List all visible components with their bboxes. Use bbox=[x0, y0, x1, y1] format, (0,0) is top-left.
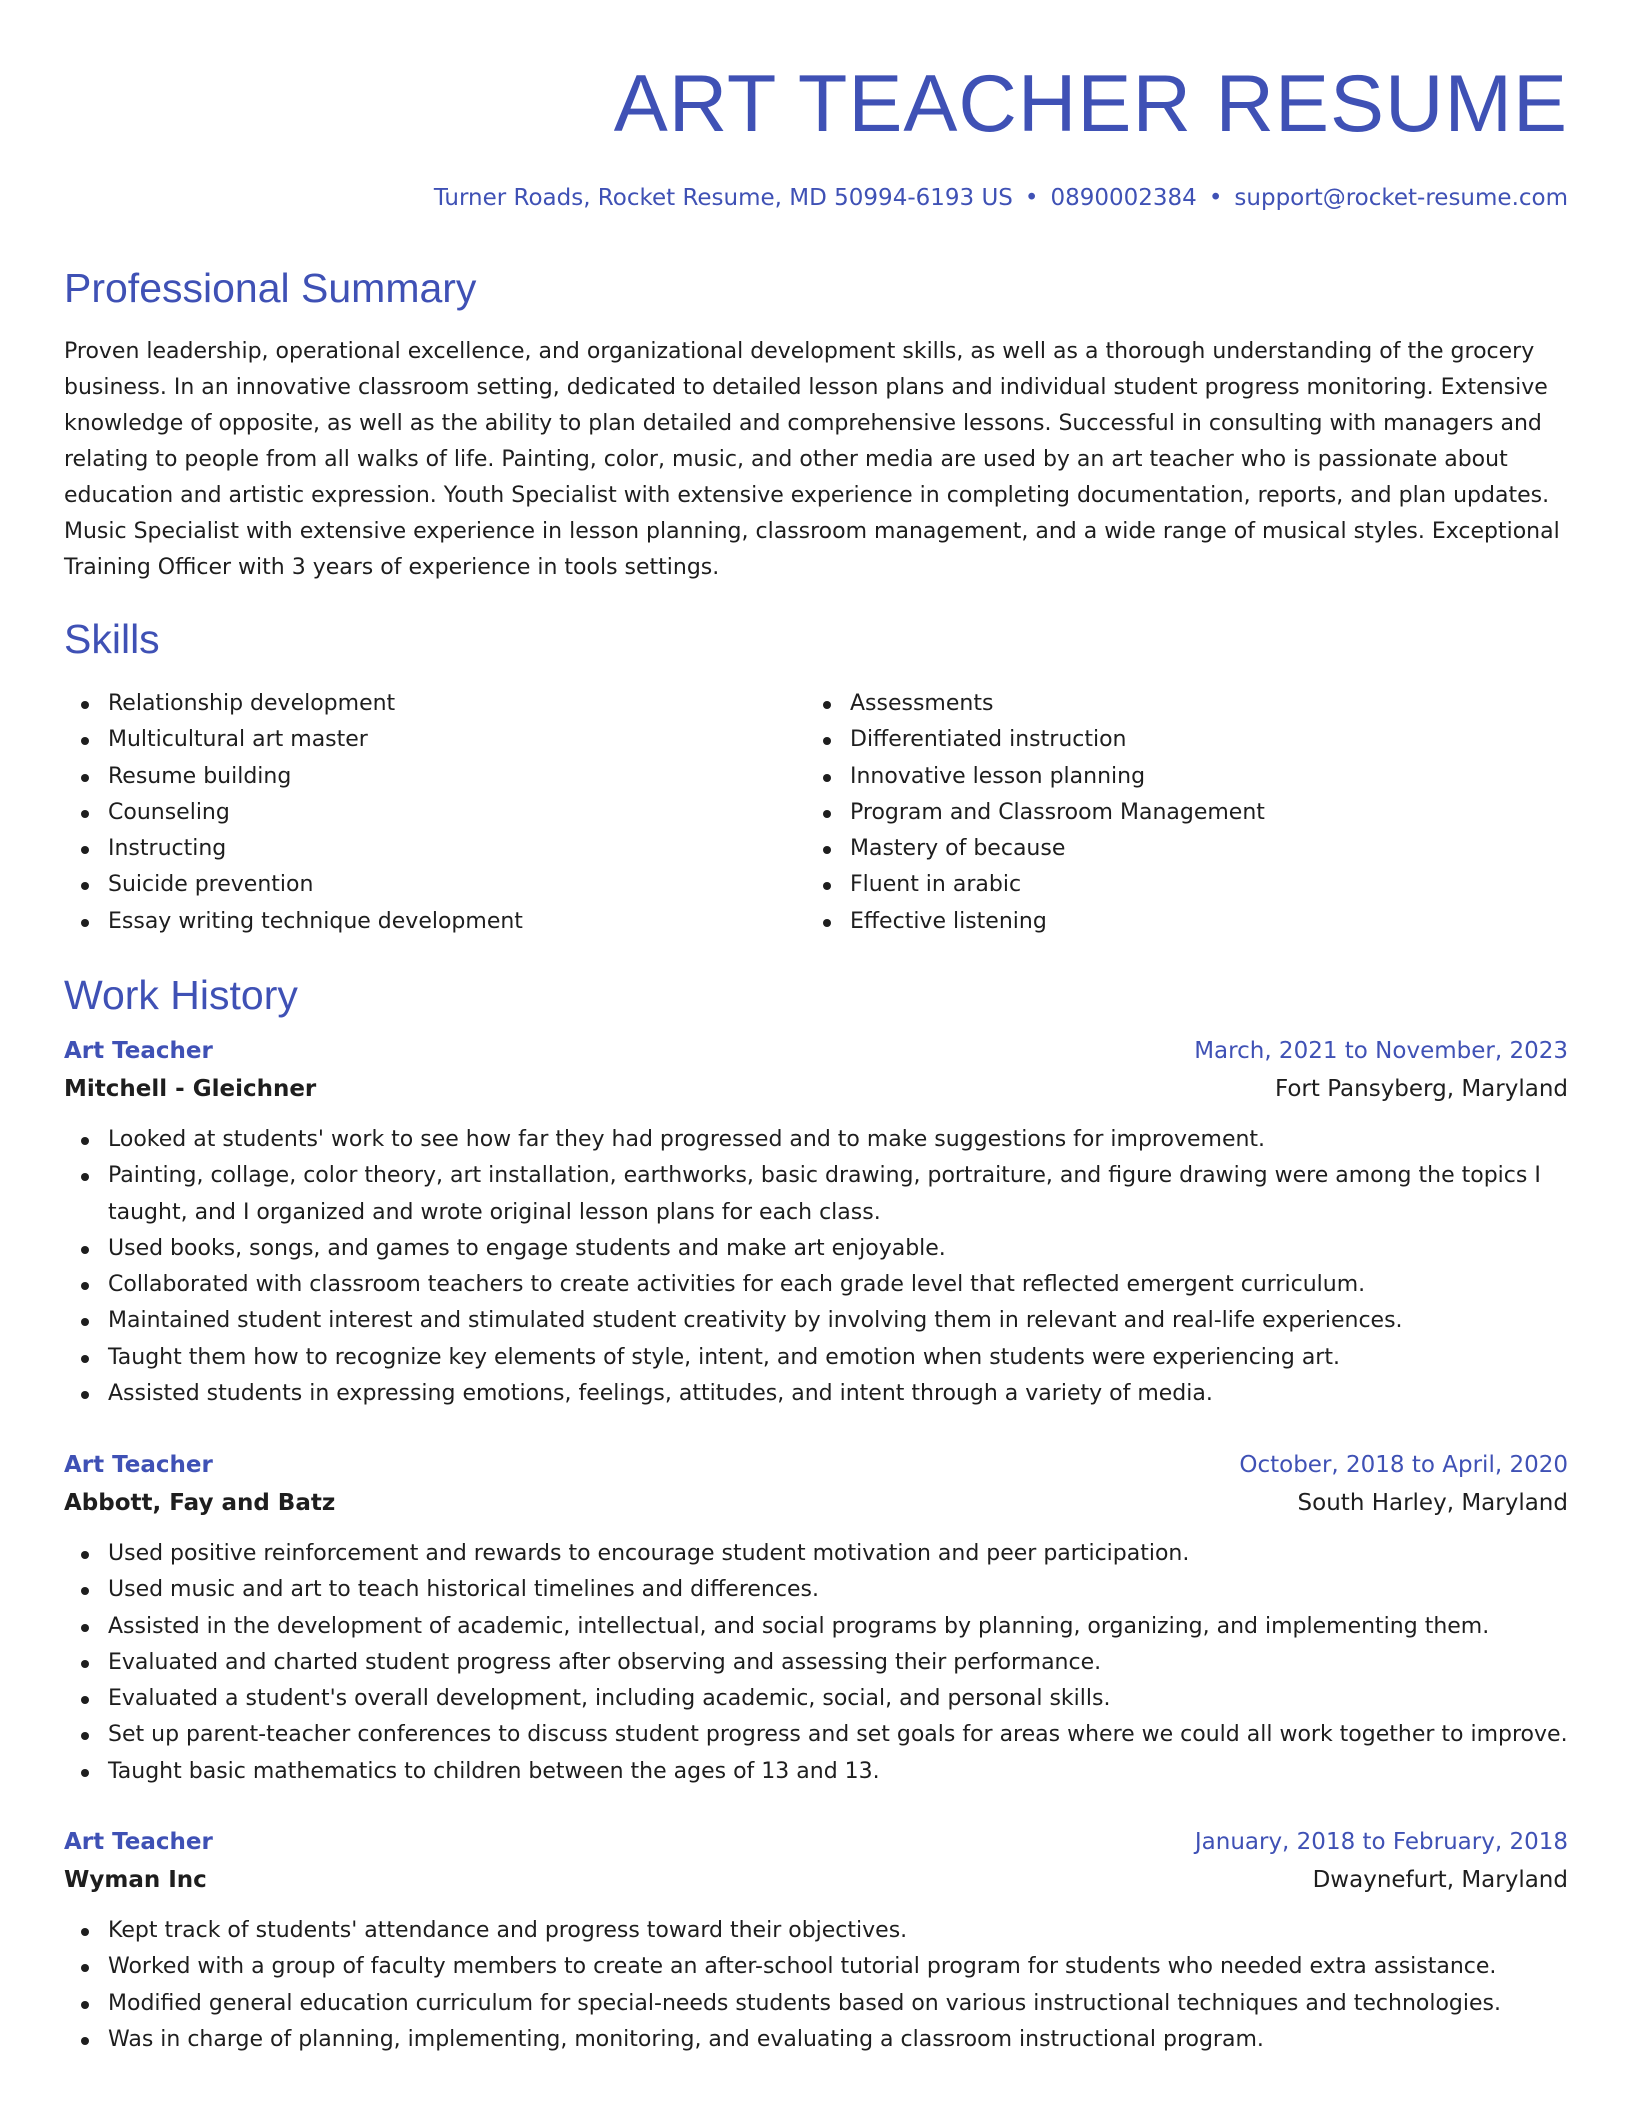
contact-line bbox=[434, 182, 1568, 214]
skill-item: Multicultural art master bbox=[64, 722, 806, 758]
job-title: Art Teacher bbox=[64, 1038, 213, 1064]
job-dates: March, 2021 to November, 2023 bbox=[1194, 1038, 1568, 1064]
job-company: Mitchell - Gleichner bbox=[64, 1076, 317, 1102]
job-location: Fort Pansyberg, Maryland bbox=[1274, 1076, 1568, 1102]
contact-email[interactable]: support@rocket-resume.com bbox=[1234, 185, 1568, 211]
job-title: Art Teacher bbox=[64, 1452, 213, 1478]
skills-list bbox=[64, 686, 1568, 940]
job-duties bbox=[64, 1536, 1568, 1790]
duty-item: Was in charge of planning, implementing, monitoring, and evaluating a classroom instructional program. bbox=[64, 2022, 1568, 2058]
skill-item: Counseling bbox=[64, 795, 806, 831]
duty-item: Collaborated with classroom teachers to create activities for each grade level that reflected emergent curriculum. bbox=[64, 1267, 1568, 1303]
skill-item: Suicide prevention bbox=[64, 867, 806, 903]
contact-separator: • bbox=[1208, 185, 1223, 211]
skill-item: Fluent in arabic bbox=[806, 867, 1548, 903]
job-location: Dwaynefurt, Maryland bbox=[1312, 1867, 1568, 1893]
skill-item: Differentiated instruction bbox=[806, 722, 1548, 758]
summary-heading: Professional Summary bbox=[64, 265, 477, 311]
skills-heading: Skills bbox=[64, 616, 160, 662]
skill-item: Mastery of because bbox=[806, 831, 1548, 867]
duty-item: Assisted in the development of academic, intellectual, and social programs by planning, organizing, and implementing them. bbox=[64, 1609, 1568, 1645]
job-dates: October, 2018 to April, 2020 bbox=[1239, 1452, 1568, 1478]
work-history-heading: Work History bbox=[64, 972, 298, 1018]
job-entry bbox=[64, 1823, 1568, 2058]
duty-item: Evaluated and charted student progress after observing and assessing their performance. bbox=[64, 1645, 1568, 1681]
duty-item: Assisted students in expressing emotions, feelings, attitudes, and intent through a variety of media. bbox=[64, 1376, 1568, 1412]
duty-item: Maintained student interest and stimulated student creativity by involving them in relevant and real-life experiences. bbox=[64, 1303, 1568, 1339]
skill-item: Program and Classroom Management bbox=[806, 795, 1548, 831]
job-dates: January, 2018 to February, 2018 bbox=[1194, 1829, 1568, 1855]
contact-phone[interactable]: 0890002384 bbox=[1050, 185, 1197, 211]
skill-item: Assessments bbox=[806, 686, 1548, 722]
skills-column-right bbox=[806, 686, 1548, 940]
duty-item: Set up parent-teacher conferences to discuss student progress and set goals for areas where we could all work together to improve. bbox=[64, 1717, 1568, 1753]
job-location: South Harley, Maryland bbox=[1297, 1490, 1568, 1516]
contact-address: Turner Roads, Rocket Resume, MD 50994-6193 US bbox=[433, 185, 1013, 211]
job-title: Art Teacher bbox=[64, 1829, 213, 1855]
skill-item: Innovative lesson planning bbox=[806, 759, 1548, 795]
skill-item: Essay writing technique development bbox=[64, 904, 806, 940]
duty-item: Modified general education curriculum for special-needs students based on various instructional techniques and technologies. bbox=[64, 1986, 1568, 2022]
duty-item: Painting, collage, color theory, art installation, earthworks, basic drawing, portraiture, and figure drawing were among the topics I taught, and I organized and wrote original lesson plans for each class. bbox=[64, 1158, 1568, 1231]
contact-separator: • bbox=[1024, 185, 1039, 211]
summary-text: Proven leadership, operational excellence, and organizational development skills, as well as a thorough understanding of the grocery business. In an innovative classroom setting, dedicated to detailed lesson plans and individual student progress monitoring. Extensive knowledge of opposite, as well as the ability to plan detailed and comprehensive lessons. Successful in consulting with managers and relating to people from all walks of life. Painting, color, music, and other media are used by an art teacher who is passionate about education and artistic expression. Youth Specialist with extensive experience in completing documentation, reports, and plan updates. Music Specialist with extensive experience in lesson planning, classroom management, and a wide range of musical styles. Exceptional Training Officer with 3 years of experience in tools settings. bbox=[64, 339, 1560, 580]
duty-item: Looked at students' work to see how far they had progressed and to make suggestions for improvement. bbox=[64, 1122, 1568, 1158]
duty-item: Worked with a group of faculty members to create an after-school tutorial program for students who needed extra assistance. bbox=[64, 1949, 1568, 1985]
job-duties bbox=[64, 1122, 1568, 1412]
duty-item: Evaluated a student's overall development, including academic, social, and personal skills. bbox=[64, 1681, 1568, 1717]
skill-item: Effective listening bbox=[806, 904, 1548, 940]
resume-title: ART TEACHER RESUME bbox=[613, 59, 1568, 149]
duty-item: Used positive reinforcement and rewards to encourage student motivation and peer participation. bbox=[64, 1536, 1568, 1572]
skill-item: Relationship development bbox=[64, 686, 806, 722]
job-duties bbox=[64, 1913, 1568, 2058]
duty-item: Used books, songs, and games to engage students and make art enjoyable. bbox=[64, 1231, 1568, 1267]
job-company: Wyman Inc bbox=[64, 1867, 207, 1893]
skill-item: Instructing bbox=[64, 831, 806, 867]
skills-column-left bbox=[64, 686, 806, 940]
duty-item: Kept track of students' attendance and progress toward their objectives. bbox=[64, 1913, 1568, 1949]
duty-item: Taught basic mathematics to children between the ages of 13 and 13. bbox=[64, 1754, 1568, 1790]
duty-item: Taught them how to recognize key elements of style, intent, and emotion when students were experiencing art. bbox=[64, 1340, 1568, 1376]
job-company: Abbott, Fay and Batz bbox=[64, 1490, 336, 1516]
skill-item: Resume building bbox=[64, 759, 806, 795]
duty-item: Used music and art to teach historical timelines and differences. bbox=[64, 1572, 1568, 1608]
job-entry bbox=[64, 1032, 1568, 1412]
job-entry bbox=[64, 1446, 1568, 1790]
